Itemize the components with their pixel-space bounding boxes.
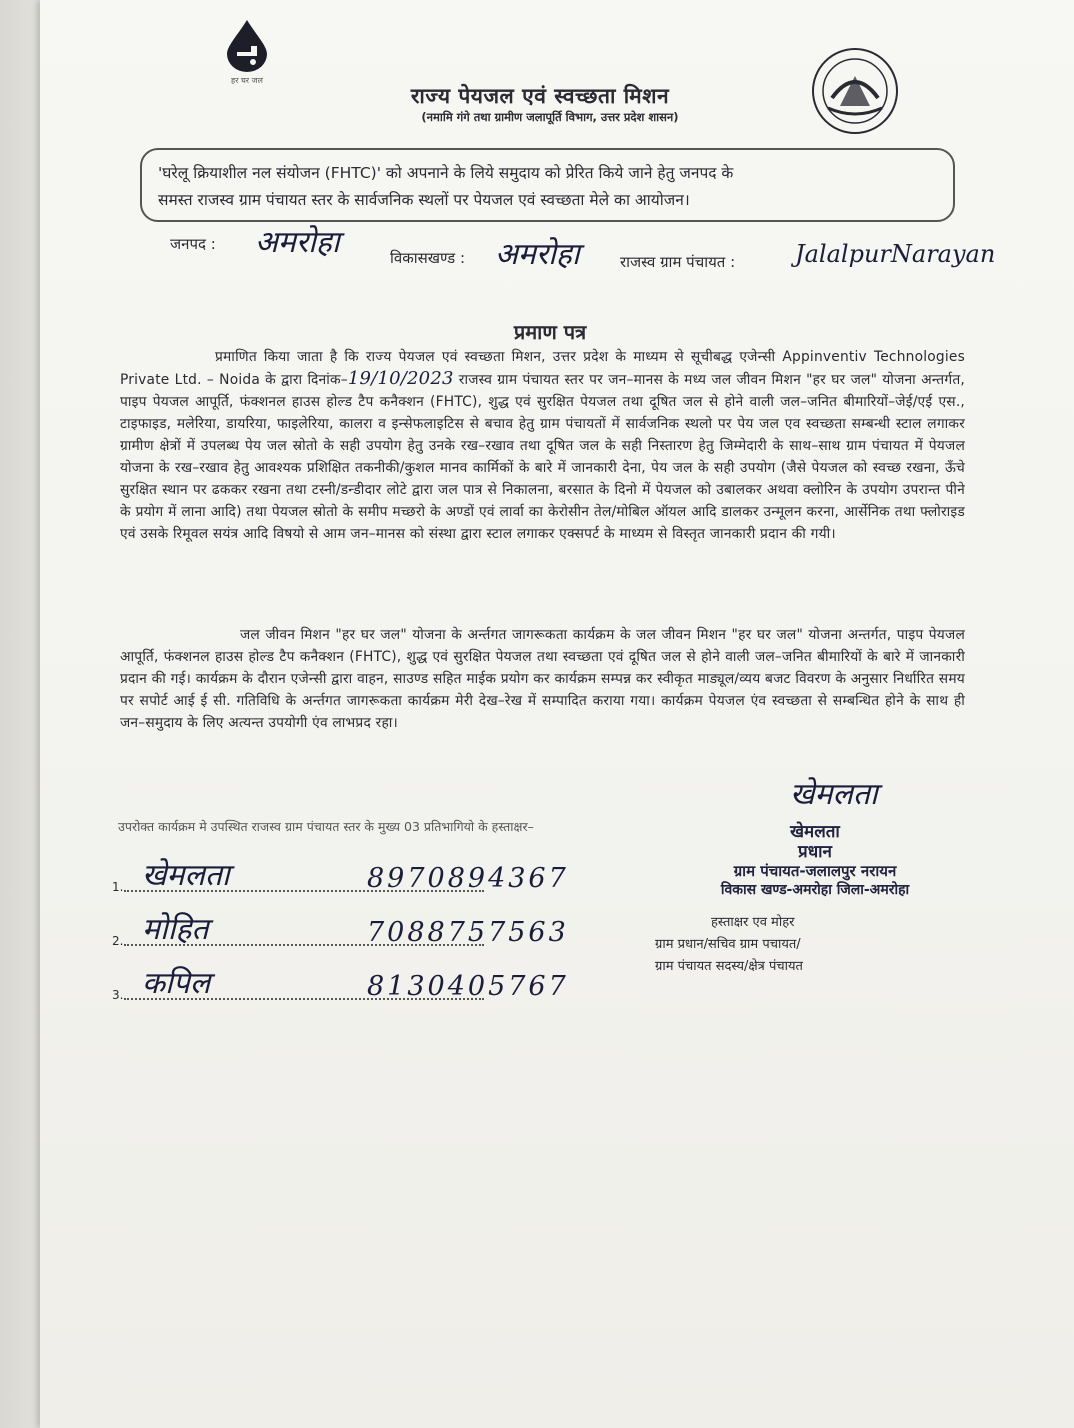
- participant-number: 1.: [112, 880, 124, 894]
- caption-signature-seal: हस्ताक्षर एव मोहर: [711, 915, 795, 930]
- caption-roles-2: ग्राम पंचायत सदस्य/क्षेत्र पंचायत: [655, 959, 803, 974]
- block-value: अमरोहा: [495, 237, 580, 272]
- stamp-panchayat: ग्राम पंचायत-जलालपुर नरायन: [733, 862, 897, 880]
- caption-roles-1: ग्राम प्रधान/सचिव ग्राम पचायत/: [655, 937, 801, 952]
- participant-name: मोहित: [142, 912, 209, 947]
- up-government-emblem: [810, 46, 900, 136]
- participant-row-1: [112, 856, 672, 896]
- stamp-title: प्रधान: [798, 842, 832, 862]
- pradhan-stamp: [690, 822, 940, 900]
- har-ghar-jal-logo: [212, 18, 282, 98]
- event-date: 19/10/2023: [347, 368, 454, 389]
- event-description-box: [140, 148, 955, 222]
- certificate-paragraph-1: [120, 346, 965, 545]
- paragraph-1-part-b: राजस्व ग्राम पंचायत स्तर पर जन–मानस के मध्य जल जीवन मिशन "हर घर जल" योजना अन्तर्गत, पाइप पेयजल आपूर्ति, फंक्शनल हाउस होल्ड टैप कनैक्शन (FHTC), शुद्ध एवं सुरक्षित पेयजल तथा दूषित जल से होने वाली जल–जनित बीमारियों–जेई/एई एस., टाइफाइड, मलेरिया, डायरिया, फाइलेरिया, कालरा व इन्सेफलाइटिस से बचाव हेतु ग्राम पंचायतों में सार्वजनिक स्थलो पर पेय जल एव स्वच्छता सम्बन्धी स्टाल लगाकर ग्रामीण क्षेत्रों में उपलब्ध पेय जल स्रोतो के सही उपयोग हेतु उनके रख–रखाव तथा दूषित जल के सही निस्तारण हेतु जिम्मेदारी के साथ–साथ ग्राम पंचायत में पेयजल योजना के रख–रखाव हेतु आवश्यक प्रशिक्षित तकनीकी/कुशल मानव कार्मिकों के बारे में जानकारी देना, पेय जल के सही उपयोग (जैसे पेयजल को स्वच्छ रखना, ऊँचे सुरक्षित स्थान पर ढककर रखना तथा टस्नी/डन्डीदार लोटे द्वारा जल पात्र से निकालना, बरसात के दिनो में पेयजल को उबालकर अथवा क्लोरिन के उपयोग उपरान्त पीने के प्रयोग में लाना आदि) तथा पेयजल स्रोतो के समीप मच्छरो के अण्डों एवं लार्वा का केरोसीन तेल/मोबिल ऑयल आदि डालकर उन्मूलन करना, आर्सेनिक तथा फ्लोराइड एवं उसके रिमूवल सयंत्र आदि विषयो से आम जन–मानस को संस्था द्वारा स्टाल लगाकर एक्सपर्ट के माध्यम से विस्तृत जानकारी प्रदान की गयी।: [120, 372, 965, 542]
- event-line-1: 'घरेलू क्रियाशील नल संयोजन (FHTC)' को अपनाने के लिये समुदाय को प्रेरित किये जाने हेतु जनपद के: [158, 164, 734, 182]
- participant-row-3: [112, 964, 672, 1004]
- participant-phone: 7088757563: [367, 917, 569, 948]
- logo-tagline: हर घर जल: [231, 76, 263, 85]
- certificate-paragraph-2: [120, 624, 965, 734]
- participant-row-2: [112, 910, 672, 950]
- water-drop-icon: [223, 18, 271, 72]
- district-label: जनपद :: [170, 235, 216, 253]
- participant-name: खेमलता: [142, 858, 230, 893]
- district-value: अमरोहा: [255, 225, 340, 260]
- organization-subtitle: (नमामि गंगे तथा ग्रामीण जलापूर्ति विभाग, उत्तर प्रदेश शासन): [421, 110, 679, 124]
- pradhan-signature: खेमलता: [790, 777, 878, 812]
- participant-number: 2.: [112, 934, 124, 948]
- participant-name: कपिल: [142, 966, 211, 1001]
- participant-phone: 8130405767: [367, 971, 569, 1002]
- paragraph-1-part-a: प्रमाणित किया जाता है कि राज्य पेयजल एवं स्वच्छता मिशन, उत्तर प्रदेश के माध्यम से सूचीबद्ध एजेन्सी Appinventiv Technologies Private Ltd. – Noida के द्वारा दिनांक–: [120, 349, 965, 388]
- stamp-name: खेमलता: [790, 822, 840, 842]
- block-label: विकासखण्ड :: [390, 249, 466, 267]
- participants-intro: उपरोक्त कार्यक्रम मे उपस्थित राजस्व ग्राम पंचायत स्तर के मुख्य 03 प्रतिभागियो के हस्ताक्षर–: [118, 819, 534, 834]
- panchayat-value: JalalpurNarayan: [795, 240, 996, 268]
- panchayat-label: राजस्व ग्राम पंचायत :: [620, 253, 736, 271]
- signature-caption: [655, 912, 925, 978]
- paragraph-2-text: जल जीवन मिशन "हर घर जल" योजना के अर्न्तगत जागरूकता कार्यक्रम के जल जीवन मिशन "हर घर जल" योजना अन्तर्गत, पाइप पेयजल आपूर्ति, फंक्शनल हाउस होल्ड टैप कनैक्शन (FHTC), शुद्ध एवं सुरक्षित पेयजल तथा स्वच्छता एवं दूषित जल से होने वाली जल–जनित बीमारियों के बारे में जानकारी प्रदान की गई। कार्यक्रम के दौरान एजेन्सी द्वारा वाहन, साउण्ड सहित माईक प्रयोग कर कार्यक्रम सम्पन्न कर स्वीकृत माड्यूल/व्यय बजट विवरण के अनुसार निर्धारित समय पर सपोर्ट आई ई सी. गतिविधि के अर्न्तगत जागरूकता कार्यक्रम मेरी देख–रेख में सम्पादित कराया गया। कार्यक्रम पेयजल एंव स्वच्छता से सम्बन्धित होने के साथ ही जन–समुदाय के लिए अत्यन्त उपयोगी एंव लाभप्रद रहा।: [120, 627, 965, 731]
- participant-number: 3.: [112, 988, 124, 1002]
- seal-icon: [810, 46, 900, 136]
- participant-phone: 8970894367: [367, 863, 569, 894]
- stamp-block-district: विकास खण्ड-अमरोहा जिला-अमरोहा: [720, 882, 910, 898]
- certificate-title: प्रमाण पत्र: [513, 320, 587, 344]
- event-line-2: समस्त राजस्व ग्राम पंचायत स्तर के सार्वजनिक स्थलों पर पेयजल एवं स्वच्छता मेले का आयोजन।: [158, 191, 690, 209]
- organization-title: राज्य पेयजल एवं स्वच्छता मिशन: [410, 84, 670, 108]
